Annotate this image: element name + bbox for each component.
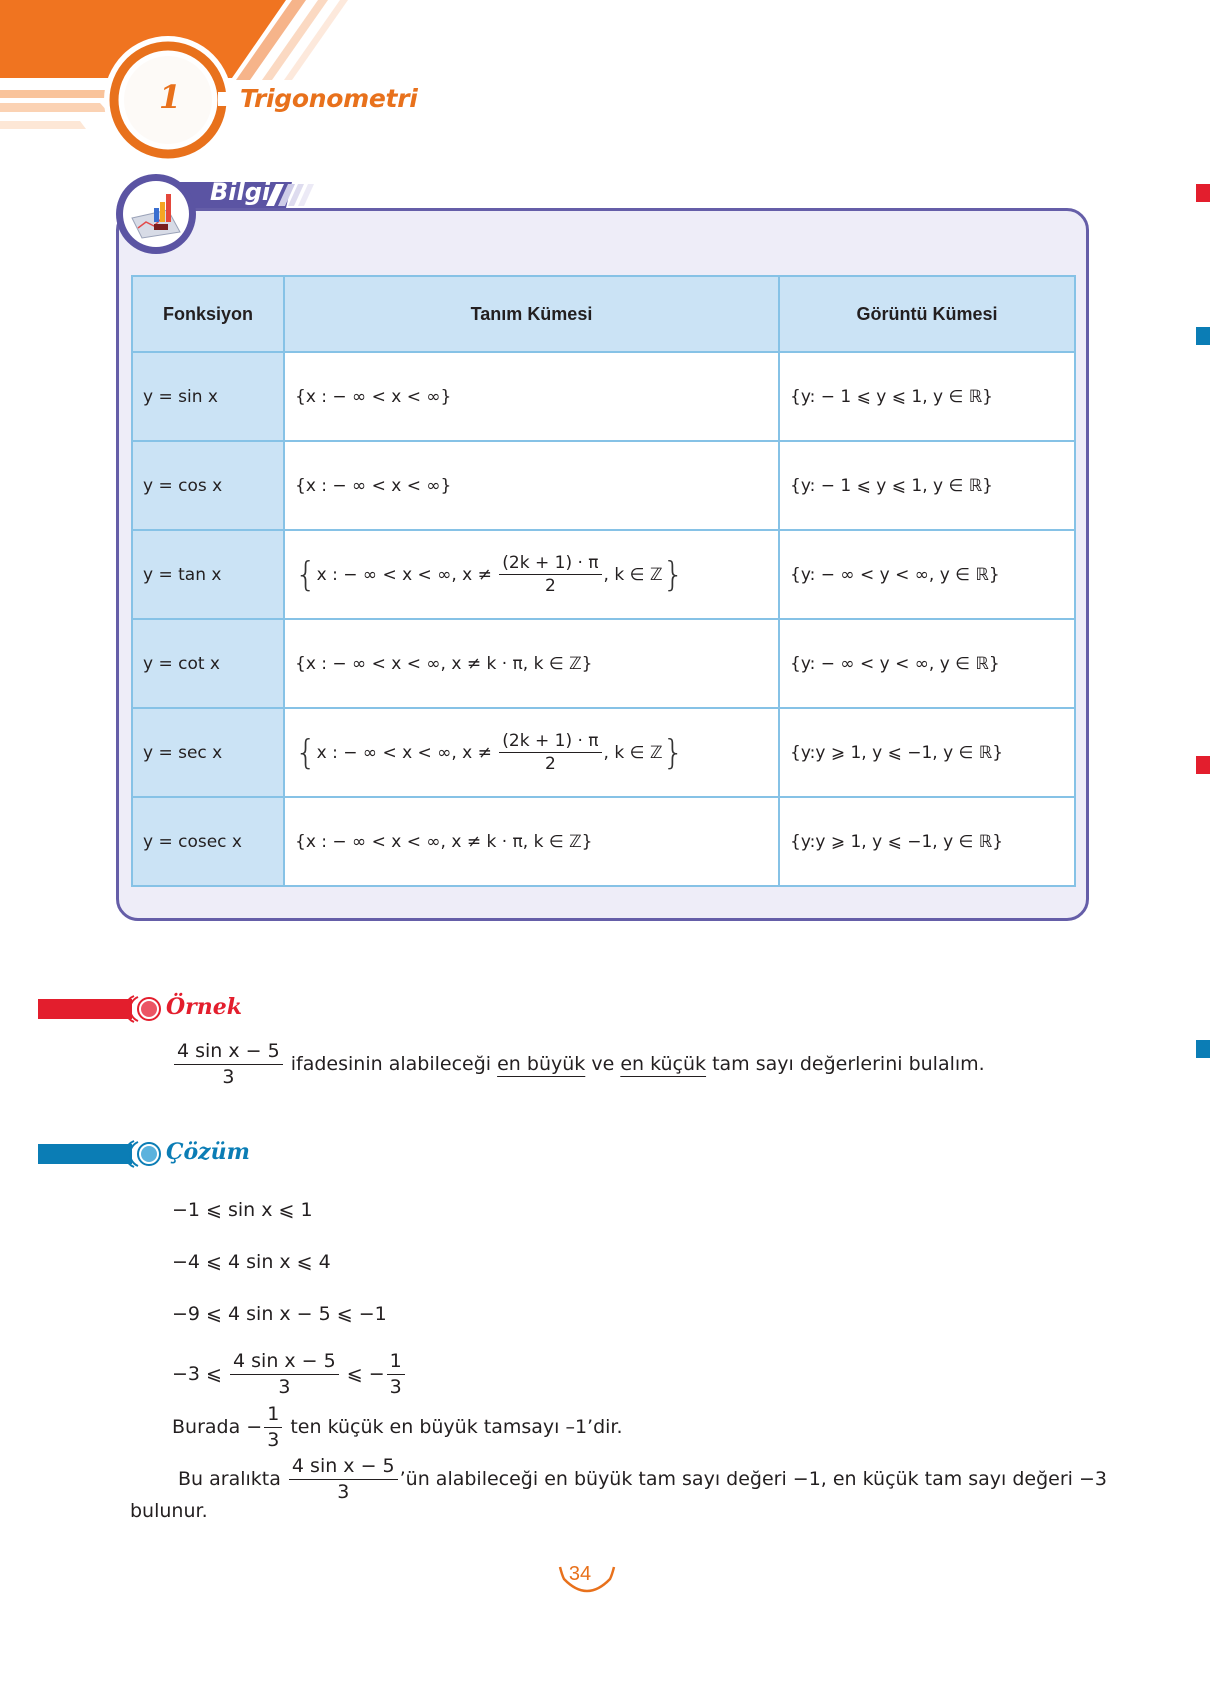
fraction-denominator: 3 <box>278 1375 291 1398</box>
side-marker-red <box>1196 756 1210 774</box>
table-row <box>132 352 1075 441</box>
right-brace: } <box>662 554 685 595</box>
fraction-numerator: 1 <box>387 1350 405 1375</box>
domain-suffix: , k ∈ ℤ <box>603 564 663 585</box>
question-text: ve <box>591 1052 615 1075</box>
fraction <box>499 553 601 597</box>
table-header-row <box>132 276 1075 352</box>
conclusion-suffix: ’ün alabileceği en büyük tam sayı değeri −1, en küçük tam sayı değeri −3 <box>399 1467 1108 1490</box>
fraction-denominator: 2 <box>545 576 556 596</box>
step4-mid: ⩽ − <box>346 1362 385 1385</box>
example-question <box>172 1040 985 1089</box>
solution-conclusion-line2: bulunur. <box>130 1500 208 1522</box>
side-marker-red <box>1196 184 1210 202</box>
column-header-range: Görüntü Kümesi <box>779 276 1075 352</box>
fraction <box>387 1350 405 1399</box>
range-cell: {y:y ⩾ 1, y ⩽ −1, y ∈ ℝ} <box>779 708 1075 797</box>
function-cell: y = sin x <box>132 352 284 441</box>
solution-title: Çözüm <box>166 1139 250 1165</box>
fraction <box>499 731 601 775</box>
fraction-denominator: 3 <box>389 1375 402 1398</box>
right-brace: } <box>662 732 685 773</box>
solution-bar <box>38 1144 132 1164</box>
example-title: Örnek <box>166 994 242 1020</box>
chapter-header-decoration <box>0 0 400 165</box>
column-header-function: Fonksiyon <box>132 276 284 352</box>
left-brace: { <box>295 732 317 773</box>
domain-prefix: x : − ∞ < x < ∞, x ≠ <box>316 564 492 585</box>
example-target-icon <box>128 994 162 1024</box>
domain-cell: {x : − ∞ < x < ∞, x ≠ k · π, k ∈ ℤ} <box>284 619 779 708</box>
left-brace: { <box>295 554 317 595</box>
solution-step-3: −9 ⩽ 4 sin x − 5 ⩽ −1 <box>172 1303 387 1325</box>
burada-prefix: Burada − <box>172 1415 263 1438</box>
solution-conclusion <box>178 1455 1107 1504</box>
function-cell: y = sec x <box>132 708 284 797</box>
trig-functions-table <box>131 275 1076 887</box>
solution-step-4 <box>172 1350 407 1399</box>
solution-step-1: −1 ⩽ sin x ⩽ 1 <box>172 1199 313 1221</box>
function-cell: y = tan x <box>132 530 284 619</box>
solution-step-2: −4 ⩽ 4 sin x ⩽ 4 <box>172 1251 331 1273</box>
table-row <box>132 530 1075 619</box>
fraction-numerator: 4 sin x − 5 <box>230 1350 339 1375</box>
burada-suffix: ten küçük en büyük tamsayı –1’dir. <box>290 1415 623 1438</box>
range-cell: {y: − ∞ < y < ∞, y ∈ ℝ} <box>779 619 1075 708</box>
range-cell: {y:y ⩾ 1, y ⩽ −1, y ∈ ℝ} <box>779 797 1075 886</box>
fraction-denominator: 3 <box>267 1428 280 1451</box>
fraction-denominator: 2 <box>545 754 556 774</box>
fraction-denominator: 3 <box>337 1480 350 1503</box>
question-text: tam sayı değerlerini bulalım. <box>712 1052 985 1075</box>
table-row <box>132 797 1075 886</box>
fraction-denominator: 3 <box>222 1065 235 1088</box>
fraction <box>230 1350 339 1399</box>
step4-left: −3 ⩽ <box>172 1362 222 1385</box>
function-cell: y = cos x <box>132 441 284 530</box>
fraction-numerator: (2k + 1) · π <box>499 731 601 753</box>
fraction <box>264 1403 282 1452</box>
range-cell: {y: − 1 ⩽ y ⩽ 1, y ∈ ℝ} <box>779 352 1075 441</box>
domain-cell: {x : − ∞ < x < ∞} <box>284 441 779 530</box>
fraction-numerator: 1 <box>264 1403 282 1428</box>
domain-cell <box>284 708 779 797</box>
table-row <box>132 441 1075 530</box>
domain-suffix: , k ∈ ℤ <box>603 742 663 763</box>
domain-cell: {x : − ∞ < x < ∞} <box>284 352 779 441</box>
chapter-title: Trigonometri <box>240 84 418 113</box>
range-cell: {y: − ∞ < y < ∞, y ∈ ℝ} <box>779 530 1075 619</box>
solution-burada-line <box>172 1403 623 1452</box>
chart-report-icon <box>114 172 198 256</box>
fraction-numerator: 4 sin x − 5 <box>289 1455 398 1480</box>
conclusion-prefix: Bu aralıkta <box>178 1467 281 1490</box>
fraction-numerator: (2k + 1) · π <box>499 553 601 575</box>
fraction <box>289 1455 398 1504</box>
column-header-domain: Tanım Kümesi <box>284 276 779 352</box>
question-text: ifadesinin alabileceği <box>290 1052 492 1075</box>
side-marker-blue <box>1196 1040 1210 1058</box>
function-cell: y = cosec x <box>132 797 284 886</box>
function-cell: y = cot x <box>132 619 284 708</box>
fraction <box>174 1040 283 1089</box>
domain-prefix: x : − ∞ < x < ∞, x ≠ <box>316 742 492 763</box>
page-number: 34 <box>568 1563 592 1585</box>
info-label: Bilgi <box>210 178 271 206</box>
table-row <box>132 708 1075 797</box>
solution-target-icon <box>128 1139 162 1169</box>
chapter-number: 1 <box>158 78 182 116</box>
side-marker-blue <box>1196 327 1210 345</box>
underlined-largest: en büyük <box>497 1052 586 1075</box>
underlined-smallest: en küçük <box>620 1052 707 1075</box>
example-bar <box>38 999 132 1019</box>
domain-cell <box>284 530 779 619</box>
domain-cell: {x : − ∞ < x < ∞, x ≠ k · π, k ∈ ℤ} <box>284 797 779 886</box>
table-row <box>132 619 1075 708</box>
fraction-numerator: 4 sin x − 5 <box>174 1040 283 1065</box>
range-cell: {y: − 1 ⩽ y ⩽ 1, y ∈ ℝ} <box>779 441 1075 530</box>
